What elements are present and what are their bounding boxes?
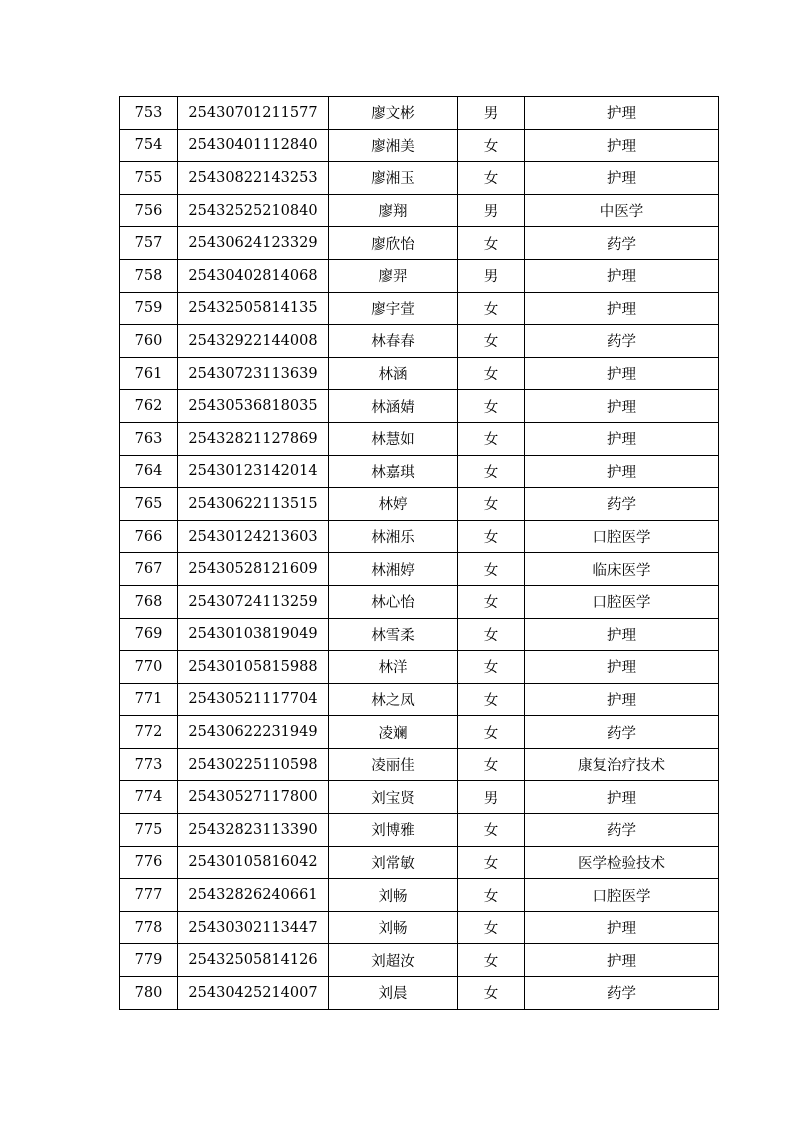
major-cell: 护理 [525, 357, 719, 390]
row-number-cell: 764 [120, 455, 178, 488]
table-row [120, 911, 719, 944]
gender-cell: 女 [458, 683, 525, 716]
table-row [120, 716, 719, 749]
table-row [120, 422, 719, 455]
table-row [120, 846, 719, 879]
major-cell: 护理 [525, 422, 719, 455]
major-cell: 药学 [525, 814, 719, 847]
row-number-cell: 759 [120, 292, 178, 325]
student-name-cell: 林湘婷 [329, 553, 458, 586]
exam-id-cell: 25430622113515 [178, 488, 329, 521]
student-name-cell: 廖宇萱 [329, 292, 458, 325]
major-cell: 药学 [525, 488, 719, 521]
exam-id-cell: 25430723113639 [178, 357, 329, 390]
table-row [120, 390, 719, 423]
table-row [120, 683, 719, 716]
student-name-cell: 廖湘美 [329, 129, 458, 162]
exam-id-cell: 25430822143253 [178, 162, 329, 195]
exam-id-cell: 25430622231949 [178, 716, 329, 749]
major-cell: 护理 [525, 129, 719, 162]
student-name-cell: 林春春 [329, 325, 458, 358]
gender-cell: 女 [458, 911, 525, 944]
exam-id-cell: 25430124213603 [178, 520, 329, 553]
table-row [120, 944, 719, 977]
major-cell: 药学 [525, 325, 719, 358]
gender-cell: 女 [458, 651, 525, 684]
table-row [120, 520, 719, 553]
exam-id-cell: 25432821127869 [178, 422, 329, 455]
student-name-cell: 凌丽佳 [329, 748, 458, 781]
row-number-cell: 776 [120, 846, 178, 879]
row-number-cell: 769 [120, 618, 178, 651]
row-number-cell: 767 [120, 553, 178, 586]
exam-id-cell: 25430521117704 [178, 683, 329, 716]
student-name-cell: 林湘乐 [329, 520, 458, 553]
student-name-cell: 廖翔 [329, 194, 458, 227]
gender-cell: 女 [458, 455, 525, 488]
student-name-cell: 廖湘玉 [329, 162, 458, 195]
row-number-cell: 754 [120, 129, 178, 162]
row-number-cell: 753 [120, 97, 178, 130]
major-cell: 康复治疗技术 [525, 748, 719, 781]
exam-id-cell: 25432505814126 [178, 944, 329, 977]
exam-id-cell: 25432505814135 [178, 292, 329, 325]
exam-id-cell: 25432922144008 [178, 325, 329, 358]
gender-cell: 男 [458, 259, 525, 292]
table-row [120, 259, 719, 292]
major-cell: 药学 [525, 977, 719, 1010]
gender-cell: 女 [458, 162, 525, 195]
table-row [120, 814, 719, 847]
exam-id-cell: 25430401112840 [178, 129, 329, 162]
table-row [120, 748, 719, 781]
table-row [120, 618, 719, 651]
student-name-cell: 刘畅 [329, 879, 458, 912]
gender-cell: 女 [458, 325, 525, 358]
table-row [120, 488, 719, 521]
major-cell: 护理 [525, 162, 719, 195]
major-cell: 口腔医学 [525, 520, 719, 553]
table-row [120, 292, 719, 325]
exam-id-cell: 25430402814068 [178, 259, 329, 292]
student-name-cell: 林心怡 [329, 585, 458, 618]
exam-id-cell: 25430105815988 [178, 651, 329, 684]
student-name-cell: 廖欣怡 [329, 227, 458, 260]
table-row [120, 194, 719, 227]
row-number-cell: 772 [120, 716, 178, 749]
student-name-cell: 林慧如 [329, 422, 458, 455]
student-name-cell: 林洋 [329, 651, 458, 684]
table-row [120, 162, 719, 195]
exam-id-cell: 25430103819049 [178, 618, 329, 651]
gender-cell: 女 [458, 618, 525, 651]
student-name-cell: 林雪柔 [329, 618, 458, 651]
student-roster-table [119, 96, 719, 1010]
row-number-cell: 771 [120, 683, 178, 716]
major-cell: 护理 [525, 944, 719, 977]
row-number-cell: 780 [120, 977, 178, 1010]
row-number-cell: 755 [120, 162, 178, 195]
exam-id-cell: 25432525210840 [178, 194, 329, 227]
table-row [120, 651, 719, 684]
table-row [120, 455, 719, 488]
gender-cell: 男 [458, 97, 525, 130]
row-number-cell: 770 [120, 651, 178, 684]
row-number-cell: 768 [120, 585, 178, 618]
table-row [120, 553, 719, 586]
student-name-cell: 刘超汝 [329, 944, 458, 977]
student-name-cell: 林嘉琪 [329, 455, 458, 488]
student-name-cell: 林涵婧 [329, 390, 458, 423]
gender-cell: 女 [458, 846, 525, 879]
table-row [120, 879, 719, 912]
gender-cell: 女 [458, 585, 525, 618]
row-number-cell: 773 [120, 748, 178, 781]
row-number-cell: 757 [120, 227, 178, 260]
gender-cell: 女 [458, 944, 525, 977]
gender-cell: 女 [458, 748, 525, 781]
student-name-cell: 林之凤 [329, 683, 458, 716]
row-number-cell: 762 [120, 390, 178, 423]
row-number-cell: 758 [120, 259, 178, 292]
gender-cell: 女 [458, 814, 525, 847]
gender-cell: 女 [458, 357, 525, 390]
row-number-cell: 761 [120, 357, 178, 390]
row-number-cell: 775 [120, 814, 178, 847]
exam-id-cell: 25432823113390 [178, 814, 329, 847]
row-number-cell: 756 [120, 194, 178, 227]
table-row [120, 325, 719, 358]
gender-cell: 男 [458, 781, 525, 814]
major-cell: 护理 [525, 911, 719, 944]
student-name-cell: 凌斓 [329, 716, 458, 749]
exam-id-cell: 25430302113447 [178, 911, 329, 944]
table-row [120, 357, 719, 390]
gender-cell: 女 [458, 553, 525, 586]
student-name-cell: 林婷 [329, 488, 458, 521]
student-name-cell: 廖文彬 [329, 97, 458, 130]
gender-cell: 女 [458, 129, 525, 162]
exam-id-cell: 25430624123329 [178, 227, 329, 260]
major-cell: 护理 [525, 618, 719, 651]
table-row [120, 585, 719, 618]
major-cell: 护理 [525, 781, 719, 814]
gender-cell: 女 [458, 716, 525, 749]
major-cell: 护理 [525, 259, 719, 292]
major-cell: 药学 [525, 716, 719, 749]
gender-cell: 女 [458, 977, 525, 1010]
exam-id-cell: 25430225110598 [178, 748, 329, 781]
major-cell: 护理 [525, 651, 719, 684]
gender-cell: 男 [458, 194, 525, 227]
major-cell: 护理 [525, 455, 719, 488]
gender-cell: 女 [458, 292, 525, 325]
exam-id-cell: 25430527117800 [178, 781, 329, 814]
student-name-cell: 林涵 [329, 357, 458, 390]
exam-id-cell: 25430701211577 [178, 97, 329, 130]
gender-cell: 女 [458, 520, 525, 553]
table-row [120, 97, 719, 130]
exam-id-cell: 25430123142014 [178, 455, 329, 488]
major-cell: 护理 [525, 292, 719, 325]
table-row [120, 977, 719, 1010]
major-cell: 药学 [525, 227, 719, 260]
major-cell: 口腔医学 [525, 585, 719, 618]
exam-id-cell: 25430105816042 [178, 846, 329, 879]
table-row [120, 129, 719, 162]
gender-cell: 女 [458, 879, 525, 912]
major-cell: 护理 [525, 390, 719, 423]
row-number-cell: 778 [120, 911, 178, 944]
exam-id-cell: 25430724113259 [178, 585, 329, 618]
student-name-cell: 刘畅 [329, 911, 458, 944]
major-cell: 护理 [525, 683, 719, 716]
table-row [120, 227, 719, 260]
gender-cell: 女 [458, 390, 525, 423]
row-number-cell: 763 [120, 422, 178, 455]
row-number-cell: 779 [120, 944, 178, 977]
row-number-cell: 774 [120, 781, 178, 814]
gender-cell: 女 [458, 422, 525, 455]
major-cell: 临床医学 [525, 553, 719, 586]
major-cell: 中医学 [525, 194, 719, 227]
gender-cell: 女 [458, 227, 525, 260]
row-number-cell: 766 [120, 520, 178, 553]
row-number-cell: 765 [120, 488, 178, 521]
major-cell: 医学检验技术 [525, 846, 719, 879]
major-cell: 护理 [525, 97, 719, 130]
row-number-cell: 777 [120, 879, 178, 912]
student-name-cell: 刘博雅 [329, 814, 458, 847]
student-name-cell: 刘宝贤 [329, 781, 458, 814]
gender-cell: 女 [458, 488, 525, 521]
row-number-cell: 760 [120, 325, 178, 358]
student-name-cell: 廖羿 [329, 259, 458, 292]
student-name-cell: 刘晨 [329, 977, 458, 1010]
exam-id-cell: 25430536818035 [178, 390, 329, 423]
exam-id-cell: 25430425214007 [178, 977, 329, 1010]
roster-table-body [120, 97, 719, 1010]
major-cell: 口腔医学 [525, 879, 719, 912]
exam-id-cell: 25430528121609 [178, 553, 329, 586]
table-row [120, 781, 719, 814]
exam-id-cell: 25432826240661 [178, 879, 329, 912]
student-name-cell: 刘常敏 [329, 846, 458, 879]
